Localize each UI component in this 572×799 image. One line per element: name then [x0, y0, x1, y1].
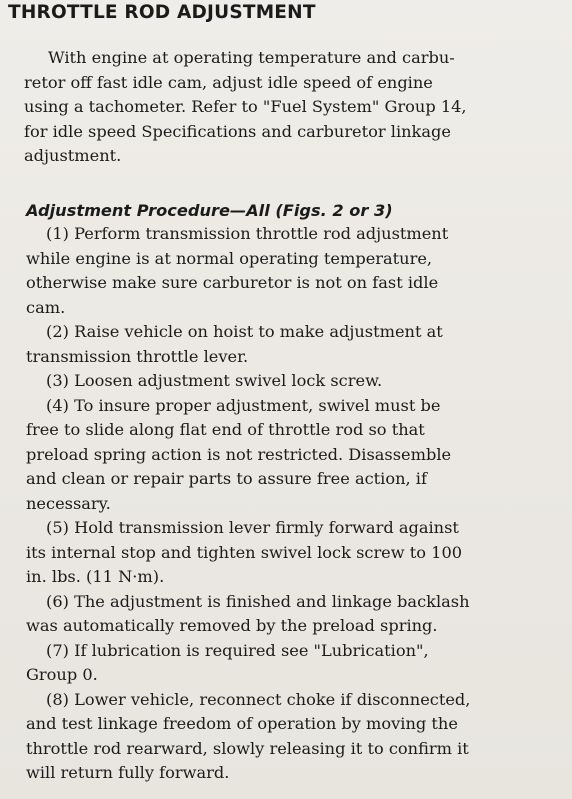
step-line: (3) Loosen adjustment swivel lock screw.: [46, 371, 383, 390]
intro-line: for idle speed Specifications and carburetor linkage: [24, 121, 451, 141]
procedure-step: [26, 639, 554, 688]
intro-line: adjustment.: [24, 146, 122, 166]
step-line: will return fully forward.: [26, 763, 230, 782]
step-line: its internal stop and tighten swivel lock screw to 100: [26, 542, 463, 562]
procedure-steps: [26, 222, 554, 786]
procedure-step: [26, 222, 554, 320]
step-line: throttle rod rearward, slowly releasing it to confirm it: [26, 738, 469, 758]
procedure-step: [26, 369, 554, 394]
step-line: (6) The adjustment is finished and linkage backlash: [46, 591, 470, 611]
step-line: Group 0.: [26, 665, 98, 684]
procedure-step: [26, 688, 554, 786]
step-line: cam.: [26, 297, 66, 317]
step-line: (5) Hold transmission lever firmly forward against: [46, 518, 459, 537]
procedure-heading: Adjustment Procedure—All (Figs. 2 or 3): [26, 201, 393, 220]
step-line: free to slide along flat end of throttle rod so that: [26, 420, 425, 439]
step-line: was automatically removed by the preload spring.: [26, 616, 438, 635]
procedure-step: [26, 516, 554, 590]
step-line: in. lbs. (11 N·m).: [26, 567, 165, 586]
intro-line: With engine at operating temperature and carbu-: [48, 48, 455, 67]
intro-paragraph: [24, 46, 550, 169]
step-line: (4) To insure proper adjustment, swivel must be: [46, 395, 441, 415]
step-line: transmission throttle lever.: [26, 346, 249, 366]
step-line: necessary.: [26, 493, 111, 513]
step-line: and test linkage freedom of operation by moving the: [26, 714, 458, 733]
procedure-step: [26, 320, 554, 369]
step-line: (1) Perform transmission throttle rod adjustment: [46, 224, 449, 243]
step-line: otherwise make sure carburetor is not on fast idle: [26, 273, 439, 292]
step-line: (7) If lubrication is required see "Lubrication",: [46, 640, 429, 660]
intro-line: retor off fast idle cam, adjust idle speed of engine: [24, 72, 433, 92]
step-line: (2) Raise vehicle on hoist to make adjustment at: [46, 322, 443, 341]
step-line: preload spring action is not restricted. Disassemble: [26, 444, 452, 464]
procedure-step: [26, 394, 554, 517]
intro-line: using a tachometer. Refer to "Fuel System" Group 14,: [24, 97, 467, 117]
step-line: (8) Lower vehicle, reconnect choke if disconnected,: [46, 689, 471, 709]
step-line: and clean or repair parts to assure free action, if: [26, 469, 427, 488]
page-title: THROTTLE ROD ADJUSTMENT: [8, 2, 316, 23]
procedure-step: [26, 590, 554, 639]
step-line: while engine is at normal operating temperature,: [26, 248, 433, 268]
